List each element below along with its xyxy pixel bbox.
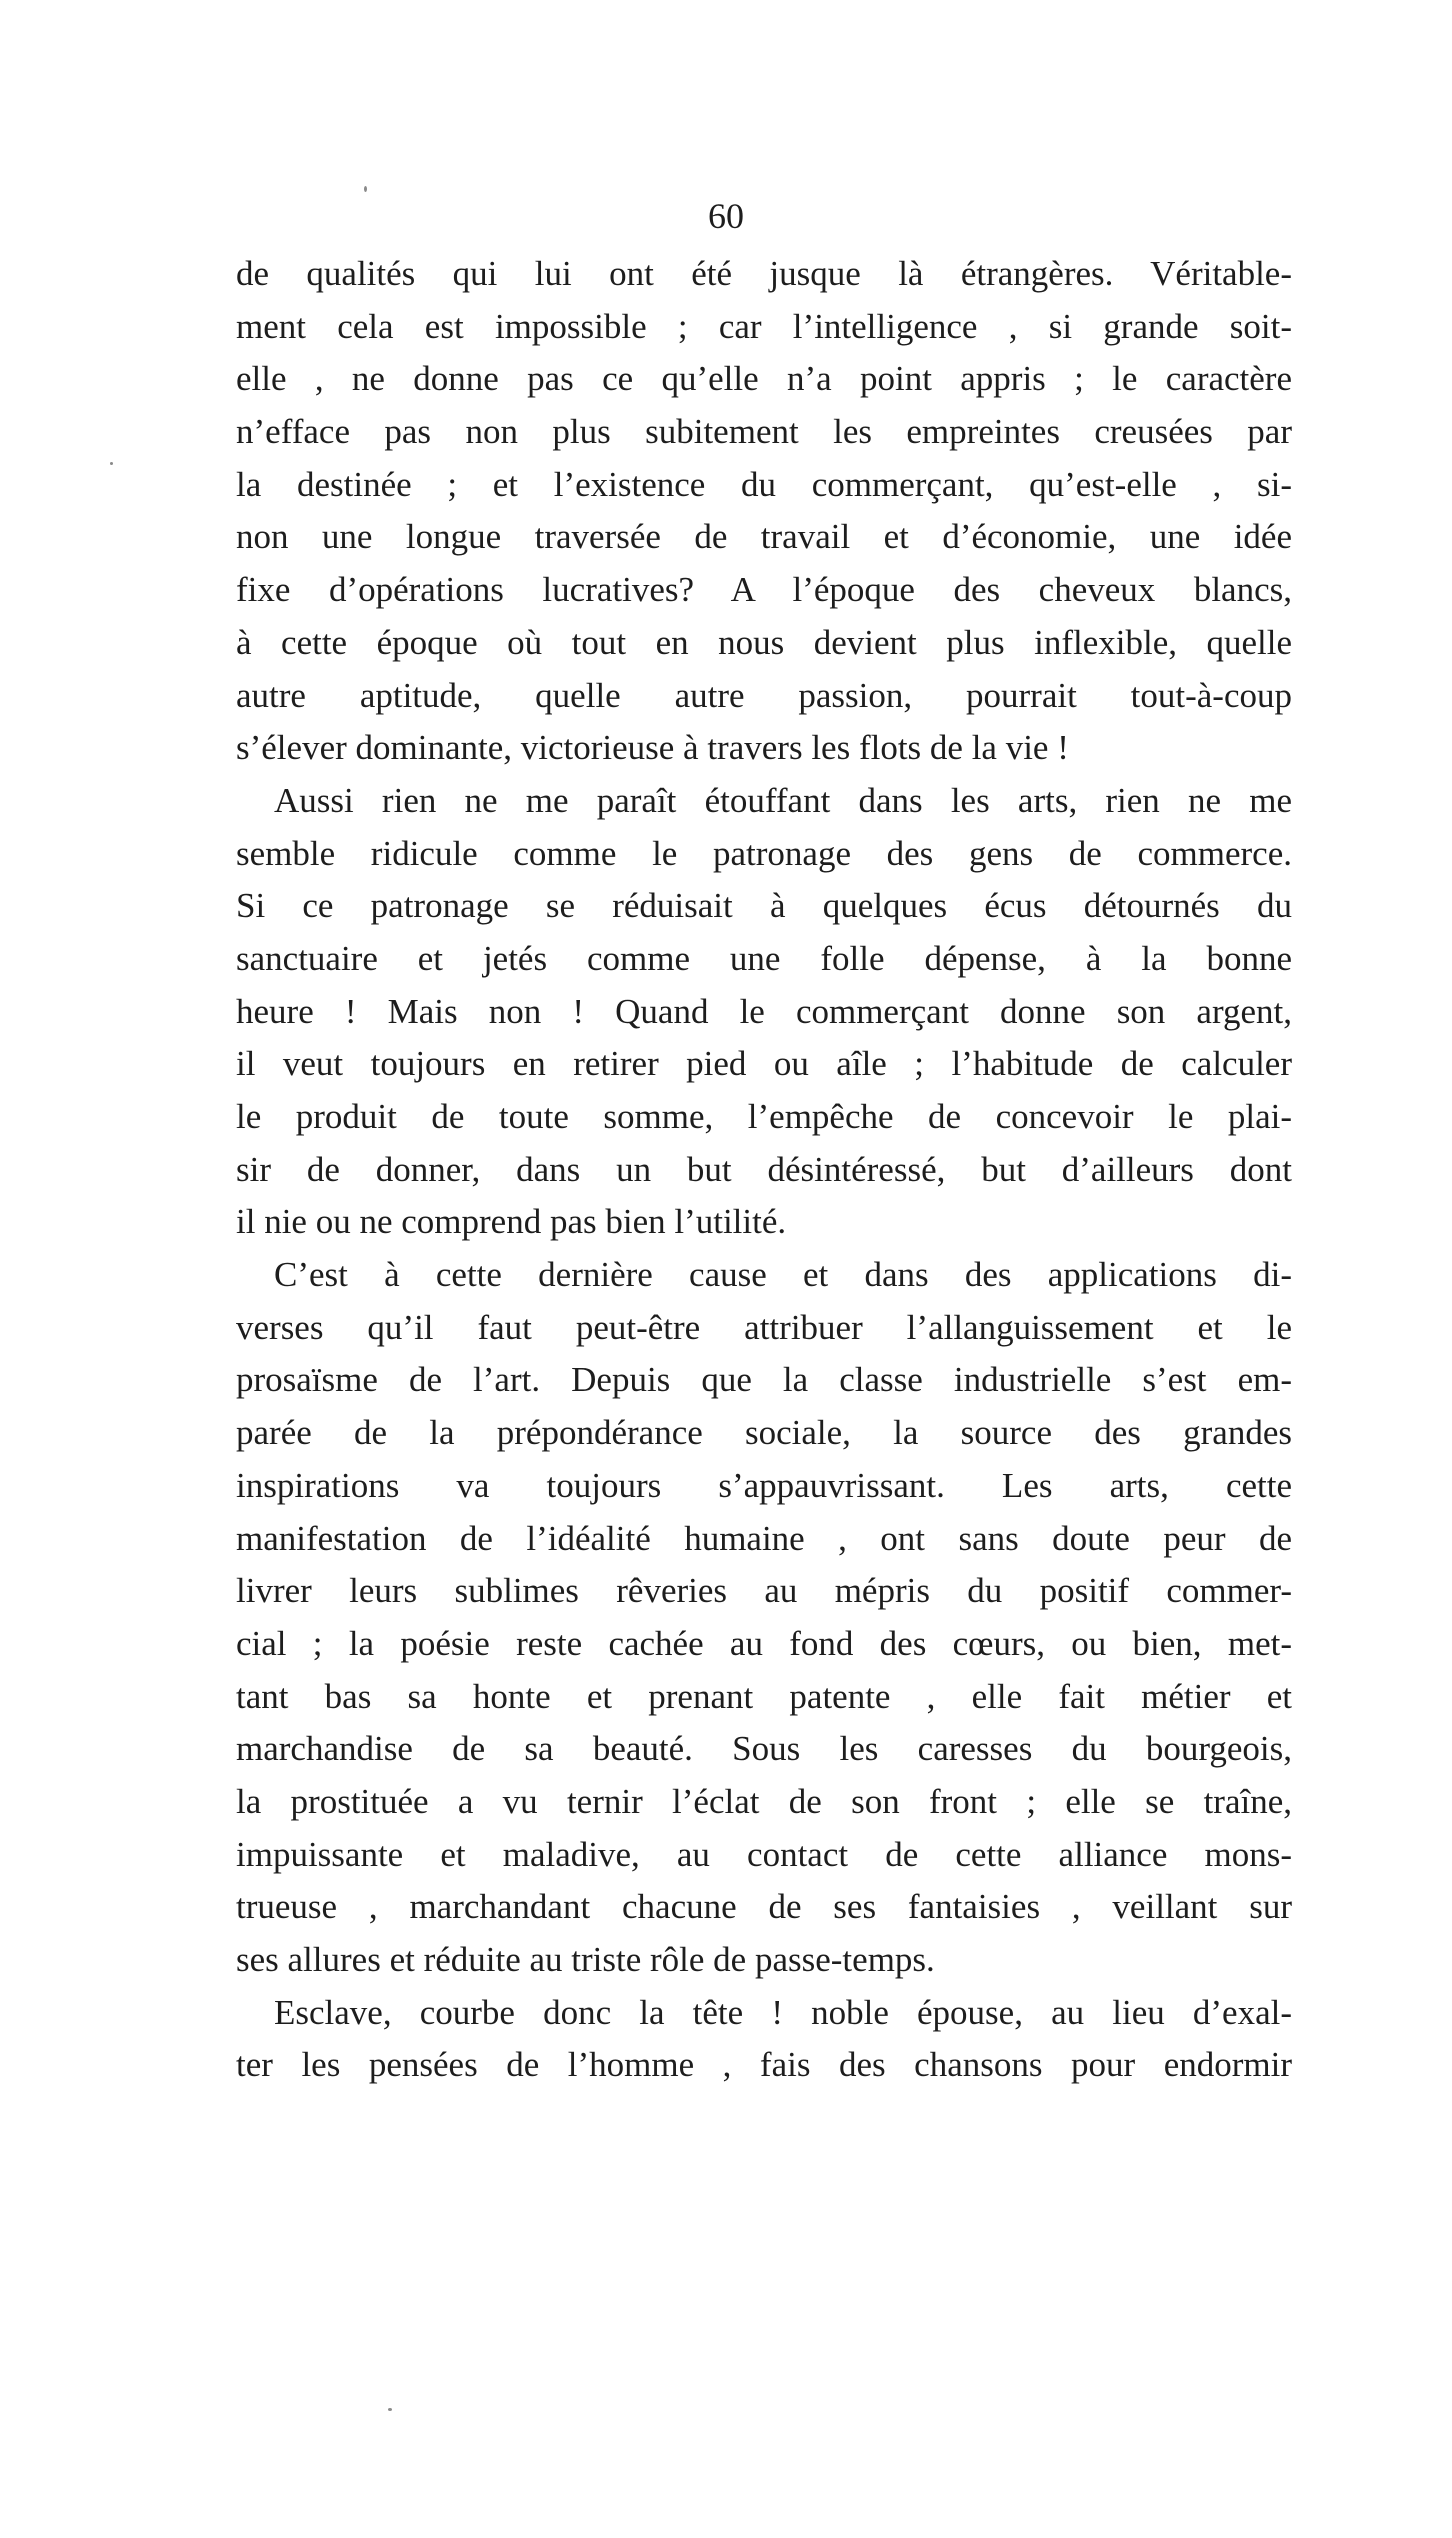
text-line: verses qu’il faut peut-être attribuer l’allanguissement et le [236, 1307, 1292, 1347]
text-line: fixe d’opérations lucratives? A l’époque des cheveux blancs, [236, 570, 1292, 610]
text-line: Si ce patronage se réduisait à quelques écus détournés du [236, 886, 1292, 926]
ink-speck [388, 2408, 392, 2411]
text-line: ter les pensées de l’homme , fais des chansons pour endormir [236, 2045, 1292, 2085]
text-line: C’est à cette dernière cause et dans des applications di- [274, 1255, 1292, 1295]
body-text [236, 248, 1292, 2092]
text-line: prosaïsme de l’art. Depuis que la classe industrielle s’est em- [236, 1360, 1292, 1400]
text-line: semble ridicule comme le patronage des gens de commerce. [236, 833, 1292, 873]
text-line: livrer leurs sublimes rêveries au mépris du positif commer- [236, 1571, 1292, 1611]
paragraph [236, 1249, 1292, 1987]
text-line: impuissante et maladive, au contact de cette alliance mons- [236, 1834, 1292, 1874]
text-line: le produit de toute somme, l’empêche de concevoir le plai- [236, 1097, 1292, 1136]
text-line: manifestation de l’idéalité humaine , ont sans doute peur de [236, 1518, 1292, 1558]
paragraph [236, 775, 1292, 1249]
ink-speck [110, 462, 113, 465]
text-line: inspirations va toujours s’appauvrissant. Les arts, cette [236, 1465, 1292, 1505]
text-line: ment cela est impossible ; car l’intelligence , si grande soit- [236, 306, 1292, 346]
text-line: sanctuaire et jetés comme une folle dépense, à la bonne [236, 938, 1292, 978]
text-line: Aussi rien ne me paraît étouffant dans les arts, rien ne me [274, 780, 1292, 820]
text-line: elle , ne donne pas ce qu’elle n’a point appris ; le caractère [236, 359, 1292, 399]
text-line: tant bas sa honte et prenant patente , elle fait métier et [236, 1676, 1292, 1716]
text-line: n’efface pas non plus subitement les empreintes creusées par [236, 412, 1292, 452]
text-line: il nie ou ne comprend pas bien l’utilité. [236, 1202, 787, 1242]
paragraph [236, 248, 1292, 775]
text-line: parée de la prépondérance sociale, la source des grandes [236, 1413, 1292, 1453]
text-line: de qualités qui lui ont été jusque là étrangères. Véritable- [236, 254, 1292, 293]
text-line: sir de donner, dans un but désintéressé, but d’ailleurs dont [236, 1149, 1292, 1189]
text-line: ses allures et réduite au triste rôle de passe-temps. [236, 1940, 935, 1979]
text-line: autre aptitude, quelle autre passion, pourrait tout-à-coup [236, 675, 1292, 715]
text-line: marchandise de sa beauté. Sous les caresses du bourgeois, [236, 1729, 1292, 1769]
text-line: à cette époque où tout en nous devient plus inflexible, quelle [236, 622, 1292, 662]
paragraph [236, 1987, 1292, 2092]
text-line: Esclave, courbe donc la tête ! noble épouse, au lieu d’exal- [274, 1992, 1292, 2032]
text-line: la prostituée a vu ternir l’éclat de son front ; elle se traîne, [236, 1781, 1292, 1821]
text-line: cial ; la poésie reste cachée au fond des cœurs, ou bien, met- [236, 1623, 1292, 1663]
text-line: heure ! Mais non ! Quand le commerçant donne son argent, [236, 991, 1292, 1031]
text-line: il veut toujours en retirer pied ou aîle ; l’habitude de calculer [236, 1044, 1292, 1084]
text-line: s’élever dominante, victorieuse à travers les flots de la vie ! [236, 728, 1069, 768]
page-number: 60 [708, 196, 744, 236]
text-line: trueuse , marchandant chacune de ses fantaisies , veillant sur [236, 1887, 1292, 1927]
text-line: la destinée ; et l’existence du commerçant, qu’est-elle , si- [236, 464, 1292, 504]
text-line: non une longue traversée de travail et d’économie, une idée [236, 517, 1292, 557]
